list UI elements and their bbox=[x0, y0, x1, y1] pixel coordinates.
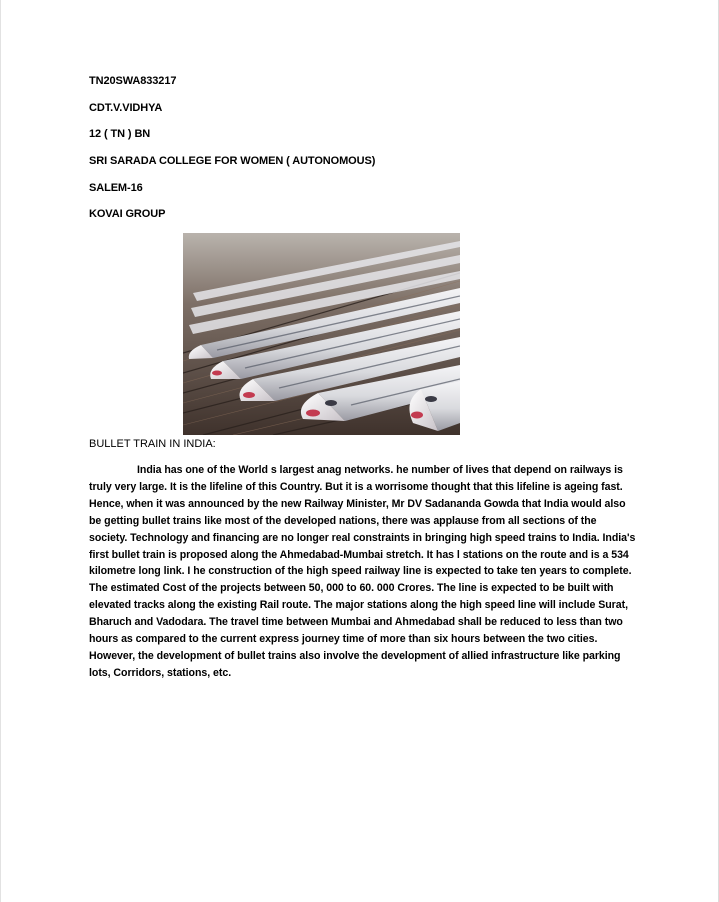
article-heading: BULLET TRAIN IN INDIA: bbox=[89, 438, 216, 450]
college-location: SALEM-16 bbox=[89, 181, 143, 194]
cadet-registration-number: TN20SWA833217 bbox=[89, 75, 177, 87]
cadet-details bbox=[89, 75, 649, 235]
cadet-name: CDT.V.VIDHYA bbox=[89, 101, 163, 114]
group-name: KOVAI GROUP bbox=[89, 208, 166, 221]
college-name: SRI SARADA COLLEGE FOR WOMEN ( AUTONOMOUS) bbox=[89, 155, 376, 168]
battalion: 12 ( TN ) BN bbox=[89, 128, 151, 141]
article-paragraph: India has one of the World s largest anag networks. he number of lives that depend on railways is truly very large. It is the lifeline of this Country. But it is a worrisome thought that this lifeline is ageing fast. Hence, when it was announced by the new Railway Minister, Mr DV Sadananda Gowda that India would also be getting bullet trains like most of the developed nations, there was applause from all sections of the society. Technology and financing are no longer real constraints in bringing high speed trains to India. India's first bullet train is proposed along the Ahmedabad-Mumbai stretch. It has l stations on the route and is a 534 kilometre long link. I he construction of the high speed railway line is expected to take ten years to complete. The estimated Cost of the projects between 50, 000 to 60. 000 Crores. The line is expected to be built with elevated tracks along the existing Rail route. The major stations along the high speed line will include Surat, Bharuch and Vadodara. The travel time between Mumbai and Ahmedabad shall be reduced to less than two hours as compared to the current express journey time of more than six hours between the two cities. However, the development of bullet trains also involve the development of allied infrastructure like parking lots, Corridors, stations, etc. bbox=[89, 464, 636, 679]
bullet-trains-photo bbox=[183, 233, 460, 435]
